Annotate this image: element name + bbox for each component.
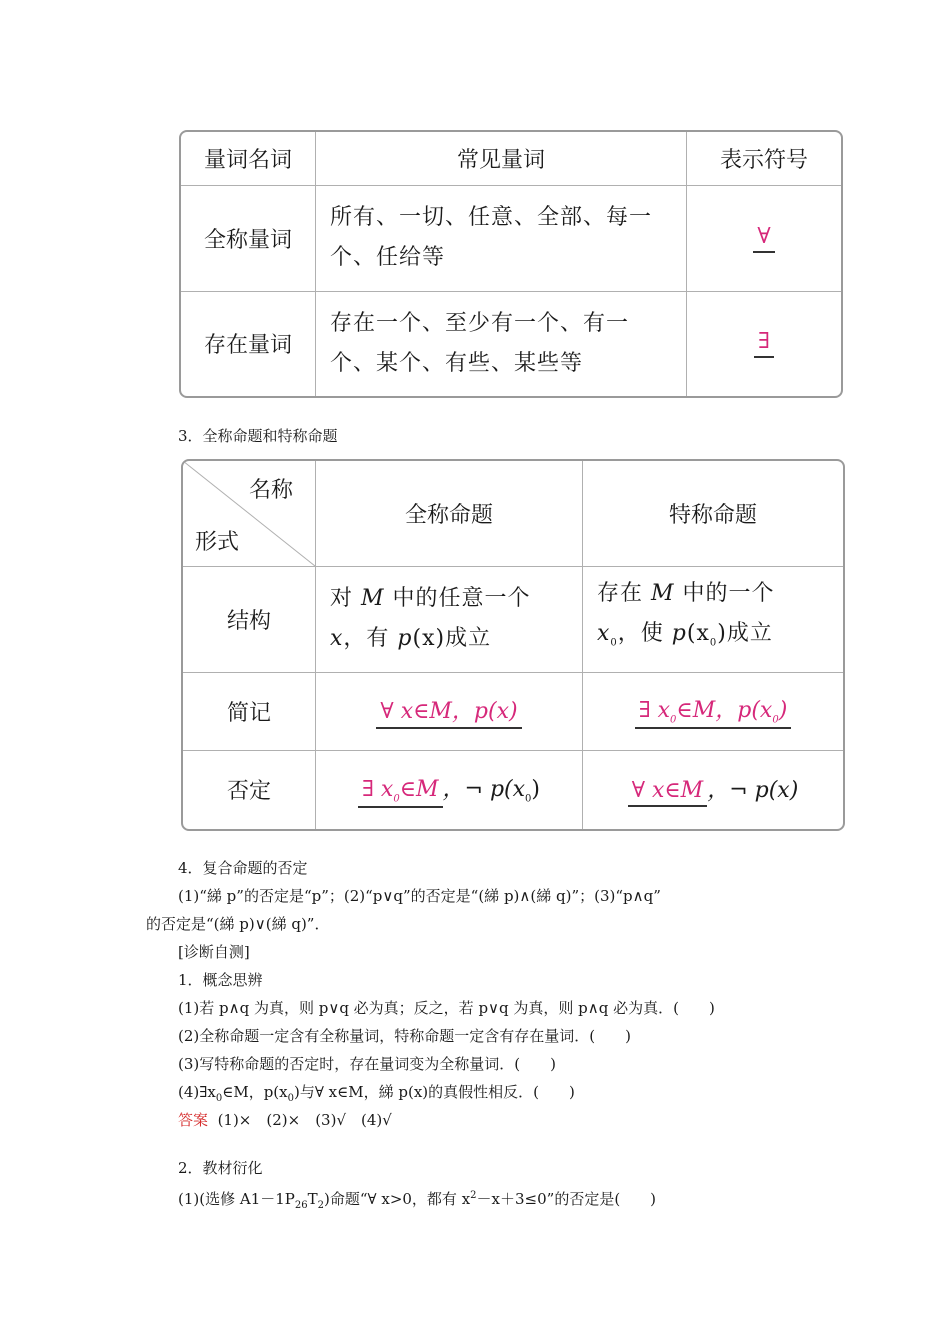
table1-header-symbol: 表示符号 — [687, 132, 842, 185]
section4-heading: 4．复合命题的否定 — [178, 859, 308, 877]
section4-line1: (1)“綈 p”的否定是“p”；(2)“p∨q”的否定是“(綈 p)∧(綈 q)”；(3)“p∧q” — [178, 887, 661, 905]
answer-label: 答案 — [178, 1111, 209, 1129]
q2-title: 2．教材衍化 — [178, 1159, 263, 1177]
table2-row-negation: 否定 — [183, 750, 316, 829]
universal-symbol: ∀ — [753, 224, 774, 253]
answer-line — [178, 1110, 392, 1130]
q1-item2: (2)全称命题一定含有全称量词，特称命题一定含有存在量词．( ) — [178, 1027, 631, 1045]
table2-row-shorthand: 简记 — [183, 672, 316, 750]
table1-row-universal-words: 所有、一切、任意、全部、每一个、任给等 — [316, 185, 687, 291]
structure-universal: 对 M 中的任意一个 x，有 p(x)成立 — [316, 566, 583, 672]
structure-existential: 存在 M 中的一个 $x_0$，使 $p(x_0)$成立 — [583, 566, 844, 672]
answer-text: (1)× (2)× (3)√ (4)√ — [217, 1111, 392, 1129]
table2-row-structure: 结构 — [183, 566, 316, 672]
q2-item1: (1)(选修 $A1-1P_{26}T_2$)命题“∀ x>0，都有 $x^2-x+3\le 0$”的否定是( ) — [178, 1190, 657, 1211]
section3-heading: 3．全称命题和特称命题 — [178, 427, 338, 445]
section4-line2: 的否定是“(綈 p)∨(綈 q)”． — [146, 915, 330, 933]
negation-universal: ∃ $x_0\in M$ ，¬ $p(x_0)$ — [316, 750, 583, 829]
table1-row-existential-name: 存在量词 — [181, 291, 316, 396]
quantifier-table — [179, 130, 843, 398]
q1-item1: (1)若 p∧q 为真，则 p∨q 必为真；反之，若 p∨q 为真，则 p∧q 必为真．( ) — [178, 999, 715, 1017]
table2-col-universal: 全称命题 — [316, 461, 583, 566]
existential-symbol: ∃ — [754, 329, 774, 358]
table1-header-name: 量词名词 — [181, 132, 316, 185]
corner-top-label: 名称 — [249, 478, 294, 503]
table1-row-existential-words: 存在一个、至少有一个、有一个、某个、有些、某些等 — [316, 291, 687, 396]
table1-row-existential-symbol — [687, 291, 842, 396]
corner-bottom-label: 形式 — [195, 530, 240, 555]
shorthand-existential: ∃ $x_0\in M$，$p(x_0)$ — [583, 672, 844, 750]
table2-corner-cell — [183, 461, 316, 566]
q1-item3: (3)写特称命题的否定时，存在量词变为全称量词．( ) — [178, 1055, 556, 1073]
shorthand-universal: ∀ x∈M，p(x) — [316, 672, 583, 750]
table2-col-existential: 特称命题 — [583, 461, 844, 566]
proposition-table — [181, 459, 845, 831]
negation-existential: ∀ x∈M ，¬ p(x) — [583, 750, 844, 829]
q1-title: 1．概念思辨 — [178, 971, 263, 989]
table1-row-universal-name: 全称量词 — [181, 185, 316, 291]
diagnosis-heading: [诊断自测] — [178, 943, 250, 961]
q1-item4: $(4)\exists x_0\in M$，$p(x_0)$与∀ x∈M，綈 p(x)的真假性相反．( ) — [178, 1083, 575, 1104]
table1-header-words: 常见量词 — [316, 132, 687, 185]
table1-row-universal-symbol — [687, 185, 842, 291]
